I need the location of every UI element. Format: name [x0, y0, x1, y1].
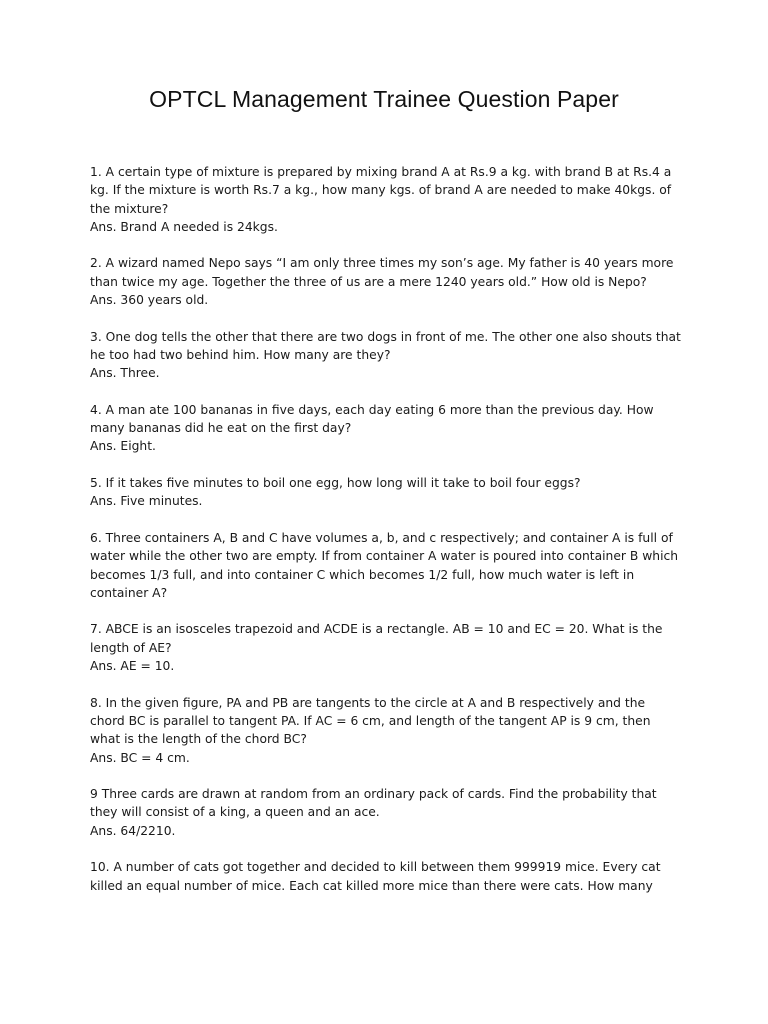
question-text: 5. If it takes five minutes to boil one egg, how long will it take to boil four eggs? [90, 476, 581, 491]
answer-text: Ans. Brand A needed is 24kgs. [90, 219, 278, 234]
question-text: 7. ABCE is an isosceles trapezoid and ACDE is a rectangle. AB = 10 and EC = 20. What is the length of AE? [90, 622, 663, 655]
question-text: 4. A man ate 100 bananas in five days, each day eating 6 more than the previous day. How many bananas did he eat on the first day? [90, 402, 654, 436]
question-item [90, 328, 682, 383]
question-item [90, 163, 682, 236]
question-text: 2. A wizard named Nepo says “I am only three times my son’s age. My father is 40 years more than twice my age. Together the three of us are a mere 1240 years old.” How old is Nepo? [90, 256, 674, 289]
page-title: OPTCL Management Trainee Question Paper [149, 86, 619, 112]
answer-text: Ans. BC = 4 cm. [90, 750, 190, 765]
question-item [90, 401, 682, 456]
answer-text: Ans. 360 years old. [90, 293, 209, 308]
answer-text: Ans. Five minutes. [90, 494, 203, 509]
question-item [90, 694, 682, 767]
answer-text: Ans. Eight. [90, 439, 156, 454]
question-text: 1. A certain type of mixture is prepared by mixing brand A at Rs.9 a kg. with brand B at Rs.4 a kg. If the mixture is worth Rs.7 a kg., how many kgs. of brand A are needed to make 40kgs. of the mixture? [90, 165, 672, 216]
question-item [90, 620, 682, 675]
question-item [90, 529, 682, 602]
question-item [90, 785, 682, 840]
answer-text: Ans. Three. [90, 366, 160, 381]
question-text: 3. One dog tells the other that there are two dogs in front of me. The other one also shouts that he too had two behind him. How many are they? [90, 329, 681, 362]
question-text: 6. Three containers A, B and C have volumes a, b, and c respectively; and container A is full of water while the other two are empty. If from container A water is poured into container B which becomes 1/3 full, and into container C which becomes 1/2 full, how much water is left in container A? [90, 530, 679, 600]
question-text: 8. In the given figure, PA and PB are tangents to the circle at A and B respectively and the chord BC is parallel to tangent PA. If AC = 6 cm, and length of the tangent AP is 9 cm, then what is the length of the chord BC? [90, 695, 651, 747]
question-item [90, 474, 682, 511]
question-list [90, 163, 682, 913]
question-item [90, 858, 682, 895]
question-text: 10. A number of cats got together and decided to kill between them 999919 mice. Every cat killed an equal number of mice. Each cat killed more mice than there were cats. How many [90, 860, 661, 893]
answer-text: Ans. 64/2210. [90, 823, 176, 838]
answer-text: Ans. AE = 10. [90, 659, 175, 674]
question-item [90, 254, 682, 309]
question-text: 9 Three cards are drawn at random from an ordinary pack of cards. Find the probability that they will consist of a king, a queen and an ace. [90, 787, 657, 820]
